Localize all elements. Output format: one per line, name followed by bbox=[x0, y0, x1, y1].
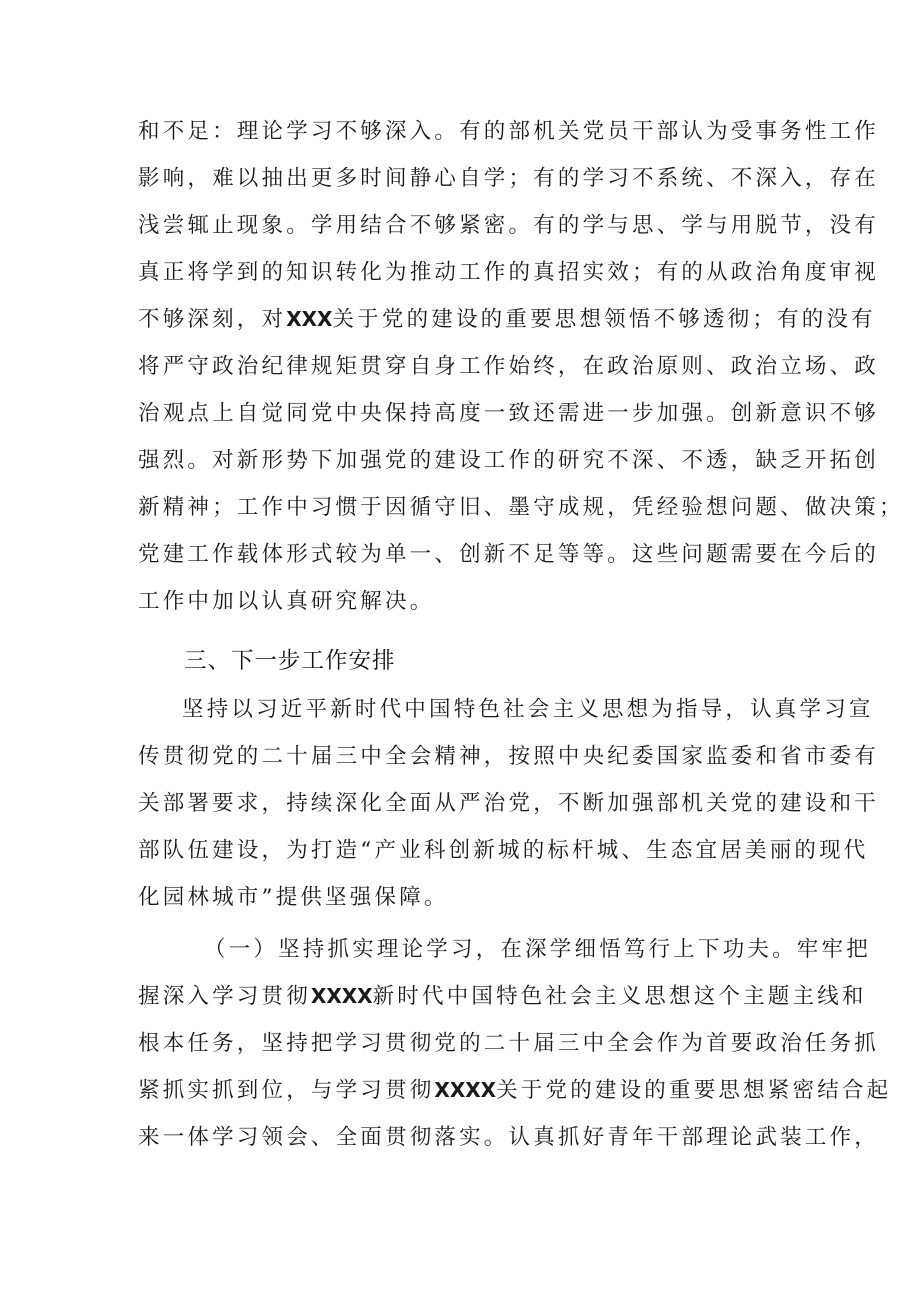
text-line: 来一体学习领会、全面贯彻落实。认真抓好青年干部理论武装工作， bbox=[138, 1125, 880, 1150]
text-line: 新精神；工作中习惯于因循守旧、墨守成规，凭经验想问题、做决策； bbox=[138, 495, 904, 520]
text-line: 传贯彻党的二十届三中全会精神，按照中央纪委国家监委和省市委有 bbox=[138, 744, 880, 769]
text-line: 不够深刻，对XXX关于党的建设的重要思想领悟不够透彻；有的没有 bbox=[138, 307, 876, 332]
text-line: 强烈。对新形势下加强党的建设工作的研究不深、不透，缺乏开拓创 bbox=[138, 448, 880, 473]
paragraph-shortcomings bbox=[138, 108, 904, 625]
text-line: 紧抓实抓到位，与学习贯彻XXXX关于党的建设的重要思想紧密结合起 bbox=[138, 1078, 892, 1103]
text-line: 关部署要求，持续深化全面从严治党，不断加强部机关党的建设和干 bbox=[138, 791, 880, 816]
text-line: 和不足：理论学习不够深入。有的部机关党员干部认为受事务性工作 bbox=[138, 119, 880, 144]
text-line: 工作中加以认真研究解决。 bbox=[138, 589, 435, 614]
text-line: 治观点上自觉同党中央保持高度一致还需进一步加强。创新意识不够 bbox=[138, 401, 880, 426]
text-line: 握深入学习贯彻XXXX新时代中国特色社会主义思想这个主题主线和 bbox=[138, 984, 867, 1009]
text-line: 浅尝辄止现象。学用结合不够紧密。有的学与思、学与用脱节，没有 bbox=[138, 213, 880, 238]
text-line: 将严守政治纪律规矩贯穿自身工作始终，在政治原则、政治立场、政 bbox=[138, 354, 880, 379]
text-line: 党建工作载体形式较为单一、创新不足等等。这些问题需要在今后的 bbox=[138, 542, 880, 567]
paragraph-guidance bbox=[138, 686, 880, 921]
section-heading: 三、下一步工作安排 bbox=[184, 648, 396, 674]
text-line: 根本任务，坚持把学习贯彻党的二十届三中全会作为首要政治任务抓 bbox=[138, 1031, 880, 1056]
paragraph-theory-study bbox=[138, 926, 892, 1161]
text-line: （一）坚持抓实理论学习，在深学细悟笃行上下功夫。牢牢把 bbox=[204, 937, 871, 962]
text-line: 部队伍建设，为打造“产业科创新城的标杆城、生态宜居美丽的现代 bbox=[138, 838, 869, 863]
text-line: 真正将学到的知识转化为推动工作的真招实效；有的从政治角度审视 bbox=[138, 260, 880, 285]
text-line: 坚持以习近平新时代中国特色社会主义思想为指导，认真学习宣 bbox=[182, 697, 874, 722]
text-line: 化园林城市”提供坚强保障。 bbox=[138, 885, 449, 910]
text-line: 影响，难以抽出更多时间静心自学；有的学习不系统、不深入，存在 bbox=[138, 166, 880, 191]
